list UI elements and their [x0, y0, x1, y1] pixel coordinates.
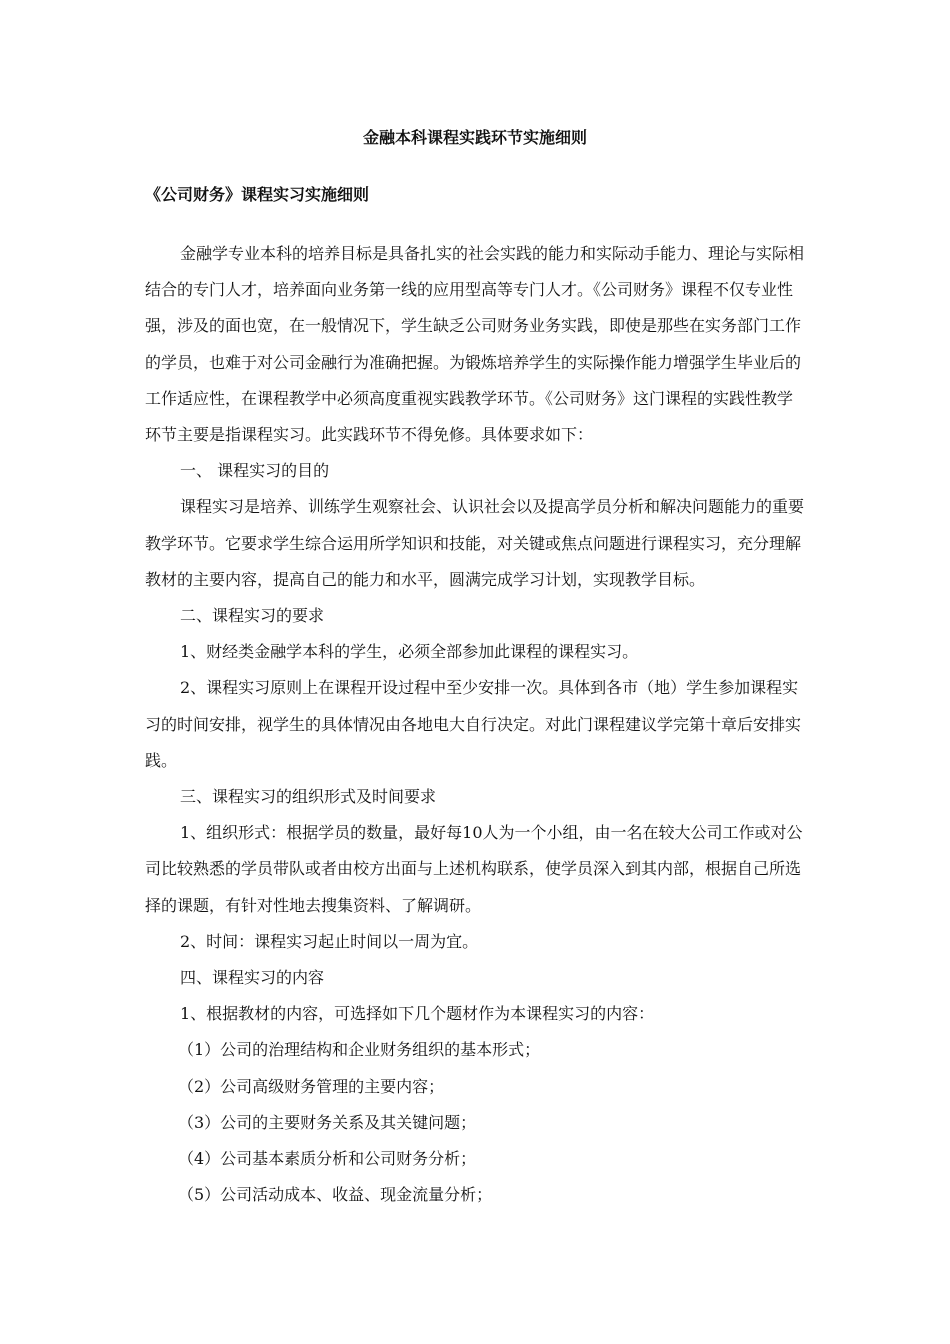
section-heading-requirements: 二、课程实习的要求: [180, 606, 325, 626]
list-item: （4）公司基本素质分析和公司财务分析；: [178, 1149, 477, 1169]
list-item: （5）公司活动成本、收益、现金流量分析；: [178, 1185, 493, 1205]
section-heading-organization: 三、课程实习的组织形式及时间要求: [180, 787, 437, 807]
paragraph-organization-1: 1、组织形式：根据学员的数量，最好每10人为一个小组，由一名在较大公司工作或对公司比较熟悉的学员带队或者由校方出面与上述机构联系，使学员深入到其内部，根据自己所选择的课题，有针对性地去搜集资料、了解调研。: [145, 823, 803, 915]
paragraph-requirement-1: 1、财经类金融学本科的学生，必须全部参加此课程的课程实习。: [180, 642, 639, 662]
list-item: （2）公司高级财务管理的主要内容；: [178, 1076, 445, 1096]
document-title: 金融本科课程实践环节实施细则: [362, 128, 587, 147]
list-item: （1）公司的治理结构和企业财务组织的基本形式；: [178, 1040, 541, 1060]
paragraph-intro: 金融学专业本科的培养目标是具备扎实的社会实践的能力和实际动手能力、理论与实际相结合的专门人才，培养面向业务第一线的应用型高等专门人才。《公司财务》课程不仅专业性强，涉及的面也宽，在一般情况下，学生缺乏公司财务业务实践，即使是那些在实务部门工作的学员，也难于对公司金融行为准确把握。为锻炼培养学生的实际操作能力增强学生毕业后的工作适应性，在课程教学中必须高度重视实践教学环节。《公司财务》这门课程的实践性教学环节主要是指课程实习。此实践环节不得免修。具体要求如下：: [145, 244, 805, 445]
section-heading-content: 四、课程实习的内容: [180, 968, 325, 988]
paragraph-purpose: 课程实习是培养、训练学生观察社会、认识社会以及提高学员分析和解决问题能力的重要教学环节。它要求学生综合运用所学知识和技能，对关键或焦点问题进行课程实习，充分理解教材的主要内容，提高自己的能力和水平，圆满完成学习计划，实现教学目标。: [145, 497, 805, 589]
document-body: [145, 236, 807, 1213]
document-subtitle: 《公司财务》课程实习实施细则: [145, 185, 370, 204]
paragraph-content-1: 1、根据教材的内容，可选择如下几个题材作为本课程实习的内容：: [180, 1004, 655, 1024]
paragraph-organization-2: 2、时间：课程实习起止时间以一周为宜。: [180, 931, 479, 951]
section-heading-purpose: 一、 课程实习的目的: [180, 461, 330, 481]
paragraph-requirement-2: 2、课程实习原则上在课程开设过程中至少安排一次。具体到各市（地）学生参加课程实习的时间安排，视学生的具体情况由各地电大自行决定。对此门课程建议学完第十章后安排实践。: [145, 678, 802, 770]
list-item: （3）公司的主要财务关系及其关键问题；: [178, 1112, 477, 1132]
